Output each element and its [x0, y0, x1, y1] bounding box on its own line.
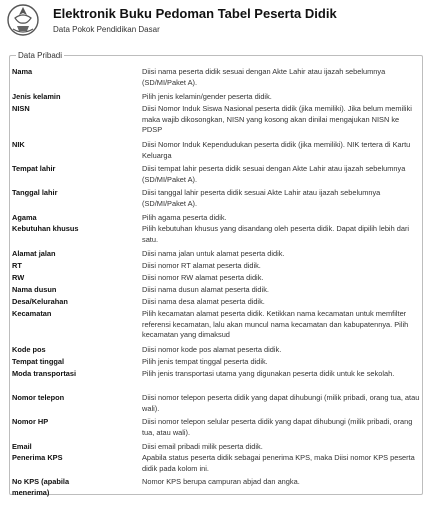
field-label: RT: [12, 261, 22, 270]
field-label: Nomor telepon: [12, 393, 65, 402]
tut-wuri-handayani-logo-icon: [6, 2, 40, 38]
field-label: Nama: [12, 67, 33, 76]
field-label: Email: [12, 442, 32, 451]
page-subtitle: Data Pokok Pendidikan Dasar: [53, 25, 160, 34]
field-label: Nomor HP: [12, 417, 49, 426]
field-label: Kode pos: [12, 345, 46, 354]
field-description: Diisi tempat lahir peserta didik sesuai dengan Akte Lahir atau ijazah sebelumnya (SD/MI/Paket A).: [142, 164, 406, 184]
field-description: Diisi nomor RT alamat peserta didik.: [142, 261, 261, 270]
field-label: NISN: [12, 104, 30, 113]
field-description: Diisi email pribadi milik peserta didik.: [142, 442, 263, 451]
field-label: Desa/Kelurahan: [12, 297, 68, 306]
field-description: Pilih jenis transportasi utama yang digunakan peserta didik untuk ke sekolah.: [142, 369, 395, 378]
field-description: Pilih jenis kelamin/gender peserta didik.: [142, 92, 272, 101]
field-label: Tempat lahir: [12, 164, 56, 173]
field-label: Tempat tinggal: [12, 357, 65, 366]
field-description: Pilih agama peserta didik.: [142, 213, 227, 222]
field-description: Diisi Nomor Induk Kependudukan peserta didik (jika memiliki). NIK tertera di Kartu Keluarga: [142, 140, 411, 160]
page-title: Elektronik Buku Pedoman Tabel Peserta Didik: [53, 6, 337, 21]
field-description: Diisi tanggal lahir peserta didik sesuai Akte Lahir atau ijazah sebelumnya (SD/MI/Paket A).: [142, 188, 381, 208]
field-description: Diisi nomor RW alamat peserta didik.: [142, 273, 264, 282]
section-legend: Data Pribadi: [18, 51, 63, 60]
field-label: Penerima KPS: [12, 453, 63, 462]
field-label: Agama: [12, 213, 37, 222]
field-label: NIK: [12, 140, 25, 149]
header: [0, 0, 446, 50]
field-description: Apabila status peserta didik sebagai penerima KPS, maka Diisi nomor KPS peserta didik pada kolom ini.: [142, 453, 415, 473]
field-label: Tanggal lahir: [12, 188, 58, 197]
field-description: Diisi nomor kode pos alamat peserta didik.: [142, 345, 282, 354]
field-description: Diisi nomor telepon peserta didik yang dapat dihubungi (milik pribadi, orang tua, atau wali).: [142, 393, 420, 413]
field-label: RW: [12, 273, 25, 282]
field-label: Kecamatan: [12, 309, 52, 318]
field-label: Moda transportasi: [12, 369, 77, 378]
field-description: Pilih jenis tempat tinggal peserta didik.: [142, 357, 268, 366]
field-description: Pilih kecamatan alamat peserta didik. Ketikkan nama kecamatan untuk memfilter referensi kecamatan, lalu akan muncul nama kecamatan dan kabupatennya. Pilih kecamatan yang dimaksud: [142, 309, 409, 340]
field-description: Diisi nama jalan untuk alamat peserta didik.: [142, 249, 285, 258]
field-description: Pilih kebutuhan khusus yang disandang oleh peserta didik. Dapat dipilih lebih dari satu.: [142, 224, 410, 244]
field-description: Diisi nama peserta didik sesuai dengan Akte Lahir atau ijazah sebelumnya (SD/MI/Paket A).: [142, 67, 386, 87]
field-description: Diisi nomor telepon selular peserta didik yang dapat dihubungi (milik pribadi, orang tua, atau wali).: [142, 417, 413, 437]
field-description: Nomor KPS berupa campuran abjad dan angka.: [142, 477, 300, 486]
field-description: Diisi nama desa alamat peserta didik.: [142, 297, 265, 306]
field-description: Diisi nama dusun alamat peserta didik.: [142, 285, 269, 294]
field-label: Nama dusun: [12, 285, 57, 294]
field-label: Jenis kelamin: [12, 92, 61, 101]
field-description: Diisi Nomor Induk Siswa Nasional peserta didik (jika memiliki). Jika belum memiliki maka wajib dikosongkan, NISN yang kosong akan dinilai mengajukan NISN ke PDSP: [142, 104, 412, 135]
field-label: Alamat jalan: [12, 249, 56, 258]
field-label: No KPS (apabila menerima): [12, 477, 70, 497]
field-label: Kebutuhan khusus: [12, 224, 79, 233]
